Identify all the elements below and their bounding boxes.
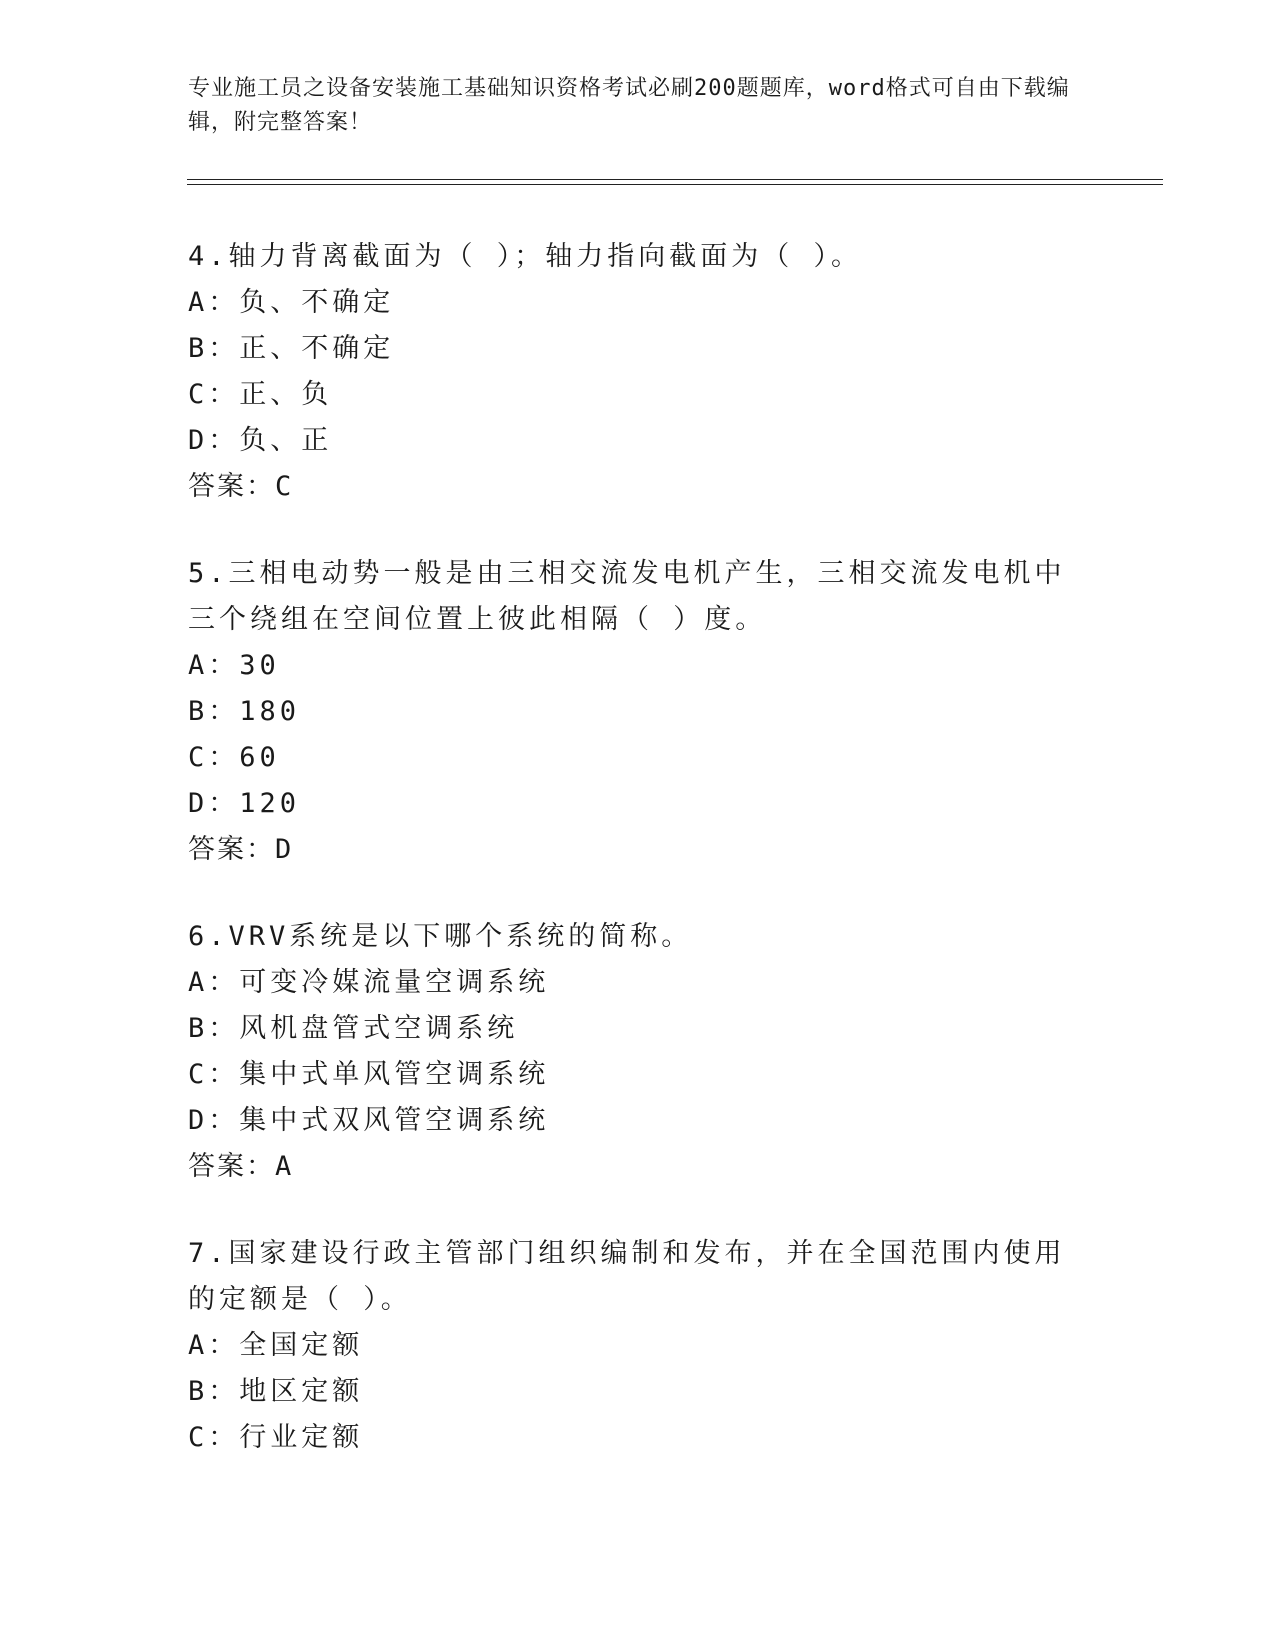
question-7: [188, 1231, 1088, 1461]
question-stem: 7.国家建设行政主管部门组织编制和发布，并在全国范围内使用的定额是（ ）。: [188, 1238, 1066, 1315]
answer-text: 答案：D: [188, 834, 294, 865]
question-6: [188, 914, 1088, 1190]
question-stem: 4.轴力背离截面为（ ）；轴力指向截面为（ ）。: [188, 241, 863, 272]
option-c: C：60: [188, 742, 280, 773]
option-b: B：地区定额: [188, 1376, 364, 1407]
option-d: D：负、正: [188, 425, 333, 456]
option-b: B：180: [188, 696, 301, 727]
option-a: A：可变冷媒流量空调系统: [188, 967, 550, 998]
option-b: B：风机盘管式空调系统: [188, 1013, 519, 1044]
question-4: [188, 234, 1088, 510]
answer-text: 答案：C: [188, 471, 294, 502]
option-b: B：正、不确定: [188, 333, 395, 364]
option-c: C：正、负: [188, 379, 333, 410]
header-rule-top: [187, 179, 1163, 180]
document-title: 专业施工员之设备安装施工基础知识资格考试必刷200题题库，word格式可自由下载编辑，附完整答案！: [188, 76, 1070, 135]
question-stem: 5.三相电动势一般是由三相交流发电机产生，三相交流发电机中三个绕组在空间位置上彼此相隔（ ）度。: [188, 558, 1066, 635]
header-rule-bottom: [187, 184, 1163, 185]
question-5: [188, 551, 1088, 873]
question-list: [188, 234, 1088, 1502]
option-c: C：集中式单风管空调系统: [188, 1059, 550, 1090]
answer-text: 答案：A: [188, 1151, 294, 1182]
option-a: A：全国定额: [188, 1330, 364, 1361]
option-d: D：120: [188, 788, 301, 819]
option-c: C：行业定额: [188, 1422, 364, 1453]
option-a: A：负、不确定: [188, 287, 395, 318]
option-a: A：30: [188, 650, 280, 681]
question-stem: 6.VRV系统是以下哪个系统的简称。: [188, 921, 693, 952]
option-d: D：集中式双风管空调系统: [188, 1105, 550, 1136]
